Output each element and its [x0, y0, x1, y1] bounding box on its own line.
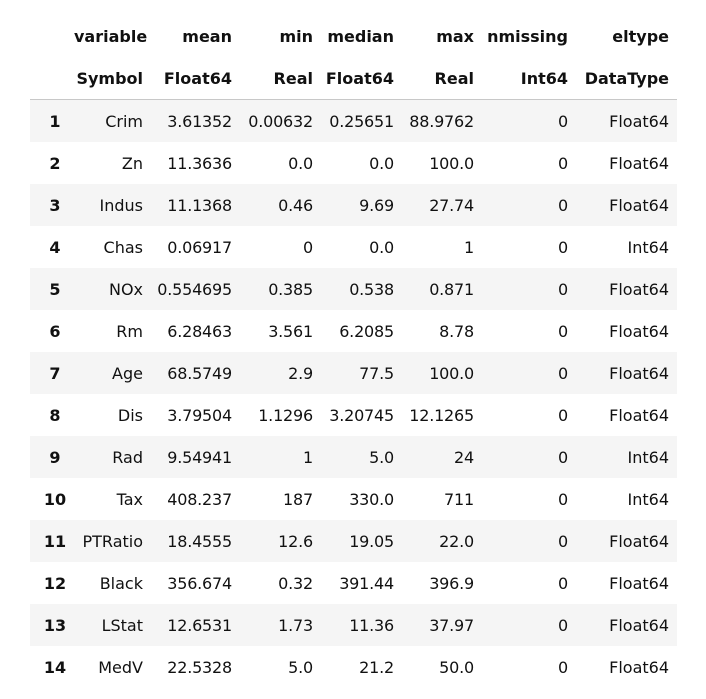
cell-nmissing: 0 [558, 321, 568, 341]
row-index: 4 [49, 237, 61, 257]
cell-median: 0.0 [369, 237, 394, 257]
cell-median: 5.0 [369, 447, 394, 467]
cell-min: 12.6 [278, 531, 313, 551]
cell-eltype: Int64 [627, 447, 669, 467]
table-row [30, 268, 677, 310]
header-max: max [436, 26, 474, 46]
cell-mean: 0.554695 [157, 279, 232, 299]
row-index: 10 [43, 489, 67, 509]
row-index: 1 [49, 111, 61, 131]
cell-max: 100.0 [429, 153, 474, 173]
cell-nmissing: 0 [558, 279, 568, 299]
cell-max: 12.1265 [409, 405, 474, 425]
cell-mean: 11.3636 [167, 153, 232, 173]
cell-eltype: Float64 [609, 573, 669, 593]
row-index: 11 [43, 531, 67, 551]
cell-median: 3.20745 [329, 405, 394, 425]
cell-mean: 9.54941 [167, 447, 232, 467]
table-row [30, 520, 677, 562]
row-index: 7 [49, 363, 61, 383]
cell-min: 1.1296 [258, 405, 313, 425]
cell-nmissing: 0 [558, 615, 568, 635]
cell-median: 19.05 [349, 531, 394, 551]
cell-variable: Chas [103, 237, 143, 257]
row-index: 12 [43, 573, 67, 593]
cell-nmissing: 0 [558, 405, 568, 425]
type-nmissing: Int64 [482, 57, 576, 100]
cell-median: 330.0 [349, 489, 394, 509]
cell-eltype: Float64 [609, 111, 669, 131]
row-index: 6 [49, 321, 61, 341]
cell-eltype: Float64 [609, 615, 669, 635]
table-row [30, 604, 677, 646]
table-row [30, 562, 677, 604]
cell-mean: 3.61352 [167, 111, 232, 131]
cell-median: 0.0 [369, 153, 394, 173]
cell-variable: MedV [98, 657, 143, 677]
cell-nmissing: 0 [558, 153, 568, 173]
index-header [30, 15, 74, 57]
type-mean: Float64 [151, 57, 240, 100]
cell-eltype: Float64 [609, 531, 669, 551]
cell-eltype: Float64 [609, 657, 669, 677]
cell-min: 1 [303, 447, 313, 467]
cell-min: 0.46 [278, 195, 313, 215]
row-index: 2 [49, 153, 61, 173]
cell-variable: Dis [117, 405, 143, 425]
cell-mean: 408.237 [167, 489, 232, 509]
row-index: 5 [49, 279, 61, 299]
column-type-row [30, 57, 677, 100]
cell-min: 5.0 [288, 657, 313, 677]
cell-nmissing: 0 [558, 573, 568, 593]
row-index: 14 [43, 657, 67, 677]
index-type [30, 57, 74, 100]
cell-variable: Tax [116, 489, 143, 509]
row-index: 13 [43, 615, 67, 635]
cell-min: 0.0 [288, 153, 313, 173]
cell-max: 711 [444, 489, 474, 509]
table-header [30, 15, 677, 100]
table-row [30, 184, 677, 226]
cell-min: 0.32 [278, 573, 313, 593]
cell-median: 391.44 [339, 573, 394, 593]
cell-min: 187 [283, 489, 313, 509]
cell-nmissing: 0 [558, 195, 568, 215]
cell-eltype: Float64 [609, 321, 669, 341]
cell-variable: Zn [121, 153, 143, 173]
table-row [30, 646, 677, 688]
table-row [30, 352, 677, 394]
cell-nmissing: 0 [558, 657, 568, 677]
row-index: 9 [49, 447, 61, 467]
cell-mean: 6.28463 [167, 321, 232, 341]
cell-eltype: Float64 [609, 363, 669, 383]
cell-eltype: Int64 [627, 237, 669, 257]
type-eltype: DataType [576, 57, 677, 100]
table-row [30, 100, 677, 143]
type-max: Real [402, 57, 482, 100]
cell-nmissing: 0 [558, 447, 568, 467]
row-index: 3 [49, 195, 61, 215]
cell-max: 88.9762 [409, 111, 474, 131]
cell-median: 21.2 [359, 657, 394, 677]
cell-variable: NOx [108, 279, 143, 299]
header-nmissing: nmissing [487, 26, 568, 46]
cell-variable: PTRatio [82, 531, 143, 551]
cell-min: 2.9 [288, 363, 313, 383]
row-index: 8 [49, 405, 61, 425]
cell-max: 24 [454, 447, 474, 467]
table-row [30, 478, 677, 520]
column-name-row [30, 15, 677, 57]
header-median: median [327, 26, 394, 46]
cell-max: 50.0 [439, 657, 474, 677]
type-min: Real [240, 57, 321, 100]
cell-mean: 11.1368 [167, 195, 232, 215]
type-median: Float64 [321, 57, 402, 100]
header-min: min [279, 26, 313, 46]
cell-max: 27.74 [429, 195, 474, 215]
cell-variable: Crim [105, 111, 143, 131]
cell-mean: 12.6531 [167, 615, 232, 635]
cell-nmissing: 0 [558, 489, 568, 509]
cell-min: 3.561 [268, 321, 313, 341]
header-mean: mean [182, 26, 232, 46]
cell-min: 1.73 [278, 615, 313, 635]
cell-max: 1 [464, 237, 474, 257]
table-row [30, 226, 677, 268]
cell-mean: 356.674 [167, 573, 232, 593]
cell-nmissing: 0 [558, 237, 568, 257]
table-row [30, 394, 677, 436]
cell-eltype: Int64 [627, 489, 669, 509]
cell-median: 11.36 [349, 615, 394, 635]
type-variable: Symbol [74, 57, 151, 100]
cell-max: 37.97 [429, 615, 474, 635]
dataframe-describe-output [30, 15, 677, 688]
cell-variable: Age [112, 363, 143, 383]
cell-max: 100.0 [429, 363, 474, 383]
table-body [30, 100, 677, 689]
cell-nmissing: 0 [558, 363, 568, 383]
cell-max: 396.9 [429, 573, 474, 593]
cell-nmissing: 0 [558, 111, 568, 131]
table-row [30, 142, 677, 184]
cell-eltype: Float64 [609, 405, 669, 425]
cell-variable: Black [99, 573, 143, 593]
cell-eltype: Float64 [609, 195, 669, 215]
cell-max: 22.0 [439, 531, 474, 551]
cell-mean: 3.79504 [167, 405, 232, 425]
cell-eltype: Float64 [609, 153, 669, 173]
table-row [30, 310, 677, 352]
cell-max: 0.871 [429, 279, 474, 299]
table-row [30, 436, 677, 478]
cell-variable: Rm [116, 321, 143, 341]
cell-variable: Indus [99, 195, 143, 215]
cell-median: 77.5 [359, 363, 394, 383]
summary-table [30, 15, 677, 688]
cell-mean: 0.06917 [167, 237, 232, 257]
cell-mean: 68.5749 [167, 363, 232, 383]
cell-mean: 22.5328 [167, 657, 232, 677]
cell-median: 6.2085 [339, 321, 394, 341]
cell-min: 0.00632 [248, 111, 313, 131]
cell-min: 0 [303, 237, 313, 257]
cell-max: 8.78 [439, 321, 474, 341]
cell-median: 0.25651 [329, 111, 394, 131]
header-variable: variable [74, 26, 148, 46]
cell-min: 0.385 [268, 279, 313, 299]
cell-eltype: Float64 [609, 279, 669, 299]
header-eltype: eltype [612, 26, 669, 46]
cell-median: 0.538 [349, 279, 394, 299]
cell-variable: LStat [101, 615, 143, 635]
cell-median: 9.69 [359, 195, 394, 215]
cell-nmissing: 0 [558, 531, 568, 551]
cell-mean: 18.4555 [167, 531, 232, 551]
cell-variable: Rad [112, 447, 143, 467]
